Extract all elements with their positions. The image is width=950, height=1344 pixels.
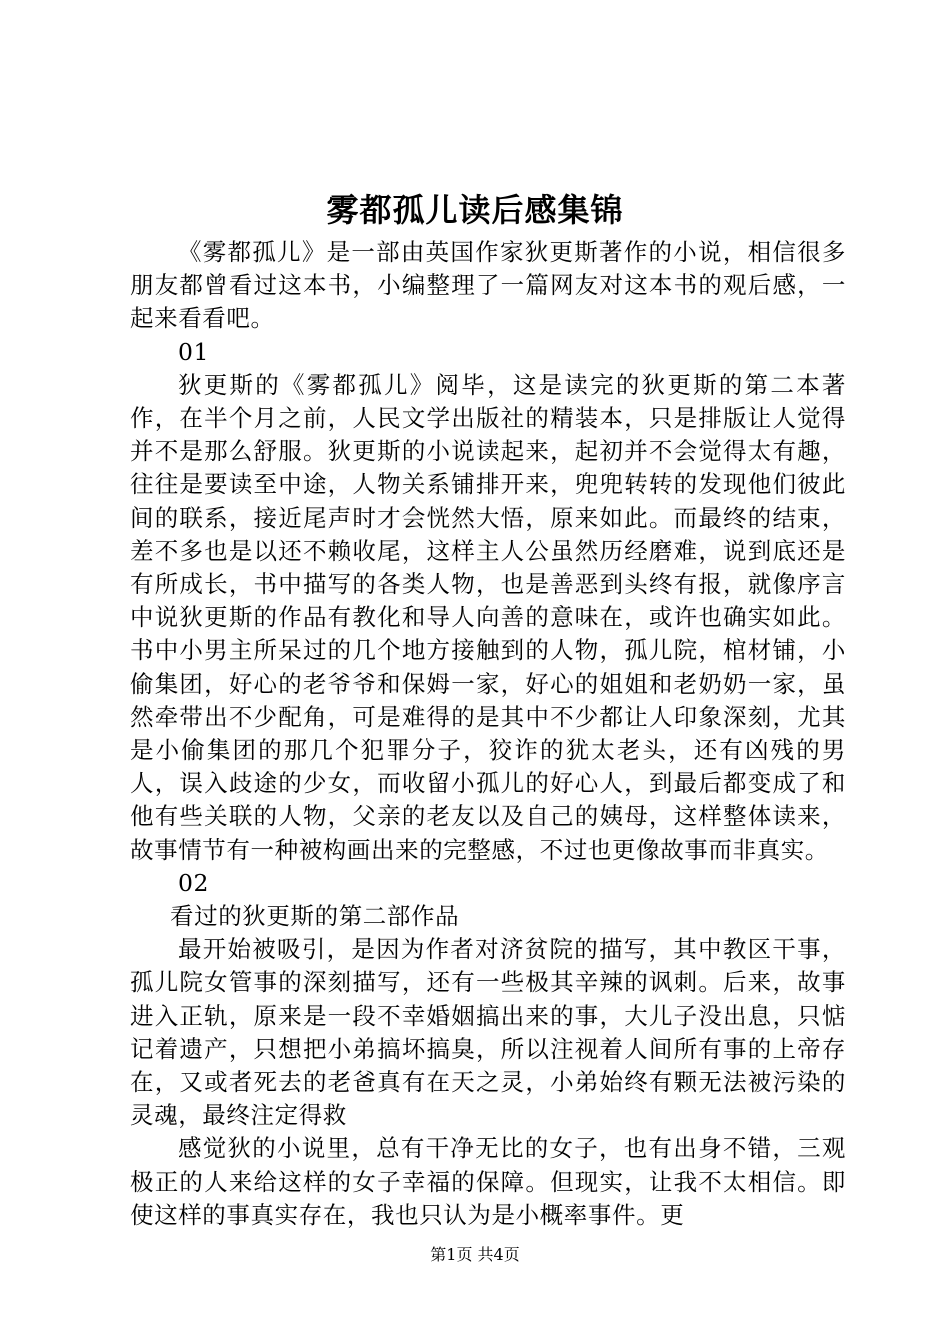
- review-paragraph-1: 狄更斯的《雾都孤儿》阅毕，这是读完的狄更斯的第二本著作，在半个月之前，人民文学出版社的精装本，只是排版让人觉得并不是那么舒服。狄更斯的小说读起来，起初并不会觉得太有趣，往往是要读至中途，人物关系铺排开来，兜兜转转的发现他们彼此间的联系，接近尾声时才会恍然大悟，原来如此。而最终的结束，差不多也是以还不赖收尾，这样主人公虽然历经磨难，说到底还是有所成长，书中描写的各类人物，也是善恶到头终有报，就像序言中说狄更斯的作品有教化和导人向善的意味在，或许也确实如此。书中小男主所呆过的几个地方接触到的人物，孤儿院，棺材铺，小偷集团，好心的老爷爷和保姆一家，好心的姐姐和老奶奶一家，虽然牵带出不少配角，可是难得的是其中不少都让人印象深刻，尤其是小偷集团的那几个犯罪分子，狡诈的犹太老头，还有凶残的男人，误入歧途的少女，而收留小孤儿的好心人，到最后都变成了和他有些关联的人物，父亲的老友以及自己的姨母，这样整体读来，故事情节有一种被构画出来的完整感，不过也更像故事而非真实。: [130, 370, 846, 864]
- document-title: 雾都孤儿读后感集锦: [326, 191, 624, 229]
- section-number-02: 02: [178, 868, 210, 897]
- review-paragraph-2: 最开始被吸引，是因为作者对济贫院的描写，其中教区干事，孤儿院女管事的深刻描写，还有一些极其辛辣的讽刺。后来，故事进入正轨，原来是一段不幸婚姻搞出来的事，大儿子没出息，只惦记着遗产，只想把小弟搞坏搞臭，所以注视着人间所有事的上帝存在，又或者死去的老爸真有在天之灵，小弟始终有颗无法被污染的灵魂，最终注定得救: [130, 935, 846, 1130]
- intro-paragraph: 《雾都孤儿》是一部由英国作家狄更斯著作的小说，相信很多朋友都曾看过这本书，小编整理了一篇网友对这本书的观后感，一起来看看吧。: [130, 238, 846, 333]
- review-paragraph-3: 感觉狄的小说里，总有干净无比的女子，也有出身不错，三观极正的人来给这样的女子幸福的保障。但现实，让我不太相信。即使这样的事真实存在，我也只认为是小概率事件。更: [130, 1134, 846, 1229]
- section-number-01: 01: [178, 337, 210, 366]
- page-footer: 第1页 共4页: [430, 1245, 520, 1264]
- section-subtitle: 看过的狄更斯的第二部作品: [170, 902, 460, 931]
- document-body: [130, 236, 846, 1232]
